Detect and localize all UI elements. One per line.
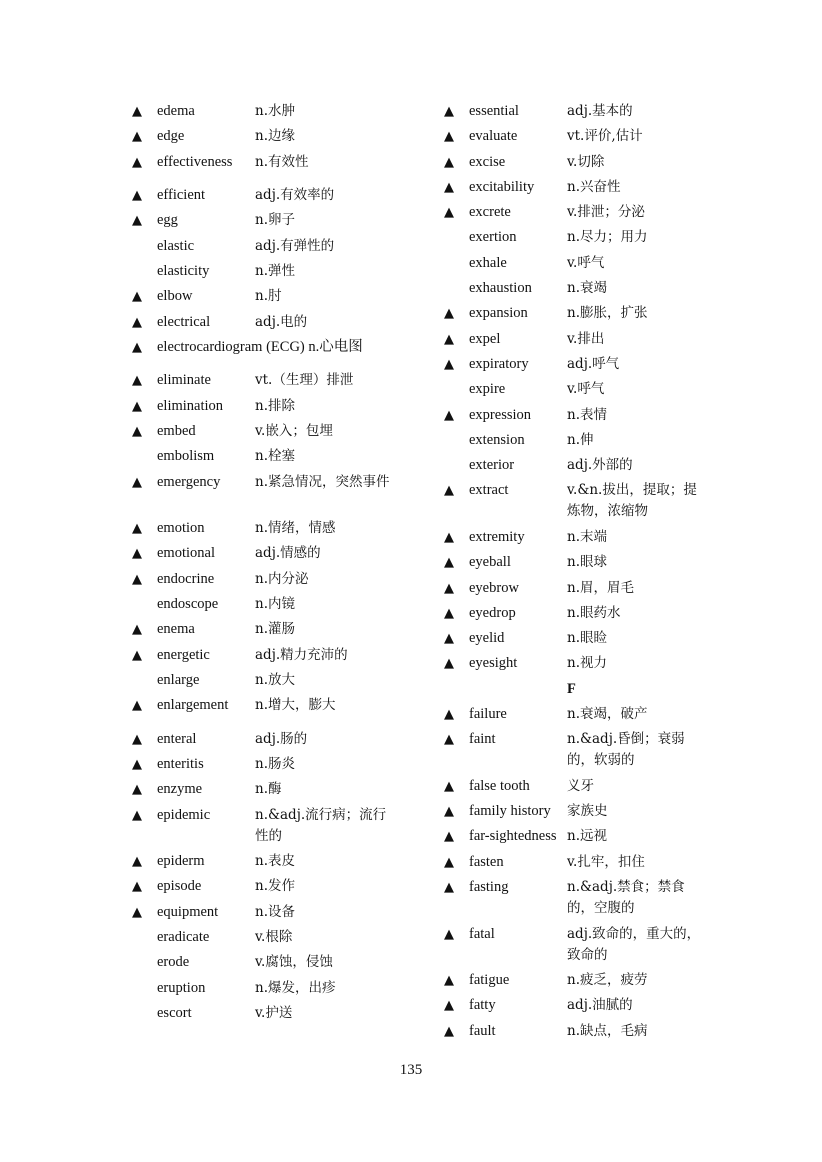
entry-definition: n.伸	[567, 431, 594, 448]
entry-term: egg	[157, 212, 178, 229]
entry-definition: n.肘	[255, 288, 282, 305]
entry-term: excitability	[469, 178, 535, 195]
entry-term: far-sightedness	[469, 828, 557, 845]
glossary-entry	[132, 729, 402, 754]
entry-definition: n.水肿	[255, 103, 295, 119]
entry-term: enzyme	[157, 781, 203, 798]
entry-term: exterior	[469, 457, 515, 474]
entry-term: erode	[157, 954, 190, 971]
entry-definition: n.发作	[255, 878, 295, 895]
entry-term: fatty	[469, 997, 496, 1014]
triangle-bullet-icon: ▲	[132, 423, 142, 439]
entry-definition: n.疲乏，疲劳	[567, 972, 648, 989]
entry-definition: v.嵌入；包埋	[255, 422, 333, 439]
glossary-entry	[132, 978, 402, 1003]
glossary-entry	[444, 303, 714, 328]
entry-definition: adj.肠的	[255, 730, 308, 747]
glossary-entry	[444, 877, 714, 924]
entry-term: essential	[469, 103, 519, 119]
entry-definition: n.卵子	[255, 212, 295, 229]
entry-term: eyedrop	[469, 604, 516, 621]
entry-definition: n.眼药水	[567, 604, 621, 621]
entry-term: elimination	[157, 397, 224, 414]
entry-term: enlarge	[157, 671, 200, 688]
entry-term: electrocardiogram (ECG) n.心电图	[157, 338, 363, 355]
glossary-entry	[444, 430, 714, 455]
glossary-entry	[444, 801, 714, 826]
triangle-bullet-icon: ▲	[132, 129, 142, 145]
entry-definition: vt.评价,估计	[567, 128, 643, 145]
entry-term: efficient	[157, 187, 206, 204]
entry-definition: adj.精力充沛的	[255, 646, 348, 663]
entry-term: enema	[157, 621, 195, 638]
glossary-entry	[444, 776, 714, 801]
entry-definition: n.远视	[567, 828, 607, 845]
entry-definition: adj.情感的	[255, 545, 321, 562]
entry-term: expiratory	[469, 355, 529, 372]
entry-definition: n.兴奋性	[567, 178, 621, 195]
glossary-entry	[132, 518, 402, 543]
glossary-entry	[444, 379, 714, 404]
glossary-entry	[444, 177, 714, 202]
entry-definition: n.爆发，出疹	[255, 979, 336, 996]
entry-term: epidemic	[157, 806, 211, 823]
entry-definition: v.根除	[255, 928, 293, 945]
entry-definition: n.内分泌	[255, 570, 309, 587]
triangle-bullet-icon: ▲	[132, 474, 142, 490]
triangle-bullet-icon: ▲	[132, 782, 142, 798]
glossary-entry	[132, 210, 402, 235]
entry-definition: v.排泄；分泌	[567, 204, 645, 221]
entry-definition: n.眼睑	[567, 630, 607, 647]
triangle-bullet-icon: ▲	[444, 356, 454, 372]
glossary-entry	[444, 970, 714, 995]
entry-definition: n.表情	[567, 406, 607, 423]
left-column	[132, 101, 402, 1028]
entry-term: extension	[469, 431, 525, 448]
triangle-bullet-icon: ▲	[444, 707, 454, 723]
entry-definition: n.肠炎	[255, 755, 295, 772]
triangle-bullet-icon: ▲	[132, 154, 142, 170]
entry-term: emotional	[157, 545, 215, 562]
triangle-bullet-icon: ▲	[132, 521, 142, 537]
entry-term: extremity	[469, 528, 525, 545]
entry-term: expel	[469, 330, 501, 347]
entry-definition: v.切除	[567, 153, 605, 170]
triangle-bullet-icon: ▲	[444, 829, 454, 845]
entry-term: escort	[157, 1004, 192, 1021]
triangle-bullet-icon: ▲	[444, 580, 454, 596]
entry-definition: n.内镜	[255, 595, 295, 612]
entry-definition: n.视力	[567, 655, 607, 672]
entry-term: episode	[157, 878, 202, 895]
entry-definition: 家族史	[567, 803, 608, 820]
glossary-entry	[444, 1021, 714, 1046]
triangle-bullet-icon: ▲	[444, 529, 454, 545]
glossary-entry	[444, 653, 714, 678]
glossary-entry	[444, 628, 714, 653]
entry-definition: n.情绪，情感	[255, 520, 336, 537]
entry-definition: n.&adj.禁食；禁食的，空腹的	[567, 879, 685, 917]
entry-term: endocrine	[157, 570, 215, 587]
entry-term: eyebrow	[469, 579, 519, 596]
entry-term: fatal	[469, 925, 495, 942]
glossary-entry	[132, 1003, 402, 1028]
glossary-entry	[444, 578, 714, 603]
entry-definition: n.增大，膨大	[255, 697, 336, 714]
entry-definition: n.衰竭	[567, 280, 607, 297]
entry-term: enlargement	[157, 697, 229, 714]
entry-definition: v.护送	[255, 1004, 293, 1021]
triangle-bullet-icon: ▲	[132, 398, 142, 414]
triangle-bullet-icon: ▲	[132, 807, 142, 823]
entry-term: exhale	[469, 254, 507, 271]
glossary-entry	[444, 329, 714, 354]
entry-definition: n.设备	[255, 903, 295, 920]
entry-definition: 义牙	[567, 777, 594, 794]
page-number: 135	[399, 1062, 423, 1078]
glossary-entry	[444, 852, 714, 877]
entry-definition: adj.基本的	[567, 103, 633, 119]
glossary-entry	[132, 126, 402, 151]
entry-term: elasticity	[157, 262, 210, 279]
entry-term: enteritis	[157, 755, 204, 772]
entry-definition: n.眉，眉毛	[567, 579, 634, 596]
section-letter-row	[444, 679, 714, 704]
entry-term: equipment	[157, 903, 219, 920]
triangle-bullet-icon: ▲	[444, 129, 454, 145]
triangle-bullet-icon: ▲	[444, 656, 454, 672]
glossary-entry	[132, 779, 402, 804]
entry-term: fatigue	[469, 972, 510, 989]
triangle-bullet-icon: ▲	[444, 179, 454, 195]
glossary-entry	[444, 278, 714, 303]
glossary-entry	[444, 202, 714, 227]
glossary-entry	[132, 101, 402, 126]
entry-definition: adj.外部的	[567, 457, 633, 474]
triangle-bullet-icon: ▲	[132, 756, 142, 772]
entry-definition: adj.油腻的	[567, 997, 633, 1014]
triangle-bullet-icon: ▲	[132, 879, 142, 895]
triangle-bullet-icon: ▲	[132, 339, 142, 355]
entry-term: fasting	[469, 879, 509, 896]
glossary-entry	[444, 924, 714, 971]
triangle-bullet-icon: ▲	[444, 926, 454, 942]
glossary-entry	[132, 446, 402, 471]
entry-term: elbow	[157, 288, 193, 305]
triangle-bullet-icon: ▲	[132, 289, 142, 305]
glossary-entry	[132, 337, 402, 371]
entry-definition: n.紧急情况，突然事件	[255, 473, 390, 490]
entry-definition: n.末端	[567, 528, 607, 545]
glossary-entry	[132, 619, 402, 644]
glossary-entry	[444, 405, 714, 430]
triangle-bullet-icon: ▲	[132, 373, 142, 389]
entry-term: expansion	[469, 305, 528, 322]
entry-term: false tooth	[469, 777, 530, 794]
glossary-entry	[444, 455, 714, 480]
entry-term: eyelid	[469, 630, 505, 647]
entry-definition: adj.致命的，重大的，致命的	[567, 925, 701, 963]
glossary-entry	[444, 552, 714, 577]
entry-definition: v.呼气	[567, 381, 605, 398]
entry-definition: n.尽力；用力	[567, 229, 648, 246]
entry-definition: n.弹性	[255, 262, 295, 279]
glossary-entry	[132, 927, 402, 952]
glossary-entry	[444, 101, 714, 126]
entry-definition: n.边缘	[255, 128, 295, 145]
entry-term: epiderm	[157, 853, 205, 870]
glossary-entry	[444, 995, 714, 1020]
triangle-bullet-icon: ▲	[132, 104, 142, 119]
entry-definition: n.衰竭，破产	[567, 706, 648, 723]
right-column	[444, 101, 714, 1046]
entry-term: faint	[469, 731, 496, 748]
entry-definition: v.扎牢，扣住	[567, 853, 645, 870]
entry-term: fault	[469, 1022, 496, 1039]
entry-definition: n.&adj.昏倒；衰弱的，软弱的	[567, 731, 685, 769]
entry-term: endoscope	[157, 595, 219, 612]
glossary-entry	[132, 472, 402, 519]
entry-term: eyeball	[469, 554, 511, 571]
glossary-entry	[444, 253, 714, 278]
triangle-bullet-icon: ▲	[132, 213, 142, 229]
glossary-entry	[444, 227, 714, 252]
entry-term: embed	[157, 422, 196, 439]
entry-term: eruption	[157, 979, 206, 996]
glossary-entry	[444, 729, 714, 776]
entry-definition: n.灌肠	[255, 621, 295, 638]
triangle-bullet-icon: ▲	[132, 571, 142, 587]
triangle-bullet-icon: ▲	[132, 731, 142, 747]
entry-term: exertion	[469, 229, 517, 246]
entry-term: enteral	[157, 730, 197, 747]
entry-definition: adj.有弹性的	[255, 237, 335, 254]
glossary-entry	[132, 754, 402, 779]
triangle-bullet-icon: ▲	[444, 973, 454, 989]
triangle-bullet-icon: ▲	[132, 188, 142, 204]
triangle-bullet-icon: ▲	[444, 205, 454, 221]
entry-term: family history	[469, 803, 551, 820]
triangle-bullet-icon: ▲	[132, 622, 142, 638]
triangle-bullet-icon: ▲	[444, 555, 454, 571]
triangle-bullet-icon: ▲	[444, 154, 454, 170]
triangle-bullet-icon: ▲	[444, 104, 454, 119]
triangle-bullet-icon: ▲	[444, 483, 454, 499]
glossary-entry	[132, 851, 402, 876]
entry-term: elastic	[157, 237, 195, 254]
glossary-entry	[132, 645, 402, 670]
entry-term: expire	[469, 381, 506, 398]
glossary-entry	[132, 569, 402, 594]
entry-definition: v.腐蚀，侵蚀	[255, 954, 333, 971]
entry-definition: n.表皮	[255, 853, 295, 870]
glossary-entry	[444, 527, 714, 552]
entry-term: exhaustion	[469, 280, 532, 297]
glossary-entry	[132, 543, 402, 568]
glossary-entry	[132, 185, 402, 210]
entry-definition: v.呼气	[567, 254, 605, 271]
entry-term: edge	[157, 128, 185, 145]
triangle-bullet-icon: ▲	[132, 698, 142, 714]
glossary-entry	[132, 152, 402, 186]
triangle-bullet-icon: ▲	[444, 998, 454, 1014]
entry-term: edema	[157, 103, 195, 119]
entry-term: evaluate	[469, 128, 518, 145]
glossary-entry	[132, 236, 402, 261]
glossary-entry	[444, 126, 714, 151]
entry-definition: adj.呼气	[567, 355, 620, 372]
triangle-bullet-icon: ▲	[444, 407, 454, 423]
triangle-bullet-icon: ▲	[444, 1023, 454, 1039]
entry-term: eradicate	[157, 928, 210, 945]
entry-term: emotion	[157, 520, 205, 537]
glossary-entry	[444, 152, 714, 177]
entry-term: excrete	[469, 204, 511, 221]
glossary-entry	[444, 704, 714, 729]
glossary-entry	[132, 396, 402, 421]
entry-definition: n.栓塞	[255, 448, 295, 465]
triangle-bullet-icon: ▲	[444, 306, 454, 322]
triangle-bullet-icon: ▲	[444, 732, 454, 748]
triangle-bullet-icon: ▲	[444, 854, 454, 870]
glossary-entry	[132, 261, 402, 286]
entry-definition: v.&n.拔出，提取；提炼物，浓缩物	[567, 482, 697, 520]
entry-definition: v.排出	[567, 330, 605, 347]
triangle-bullet-icon: ▲	[444, 331, 454, 347]
entry-definition: vt.（生理）排泄	[255, 372, 354, 389]
entry-term: effectiveness	[157, 153, 233, 170]
glossary-entry	[132, 286, 402, 311]
entry-definition: n.膨胀，扩张	[567, 305, 648, 322]
entry-definition: n.缺点，毛病	[567, 1022, 648, 1039]
glossary-entry	[132, 370, 402, 395]
glossary-entry	[132, 312, 402, 337]
glossary-entry	[132, 421, 402, 446]
entry-term: failure	[469, 706, 507, 723]
glossary-entry	[444, 826, 714, 851]
entry-term: emergency	[157, 473, 221, 490]
entry-definition: adj.电的	[255, 313, 308, 330]
glossary-entry	[132, 805, 402, 852]
triangle-bullet-icon: ▲	[132, 647, 142, 663]
entry-definition: n.眼球	[567, 554, 607, 571]
entry-definition: n.放大	[255, 671, 295, 688]
entry-term: embolism	[157, 448, 215, 465]
section-letter: F	[567, 680, 576, 697]
entry-term: fasten	[469, 853, 504, 870]
entry-term: energetic	[157, 646, 210, 663]
entry-definition: n.有效性	[255, 153, 309, 170]
entry-definition: n.&adj.流行病；流行性的	[255, 806, 387, 844]
glossary-entry	[444, 354, 714, 379]
triangle-bullet-icon: ▲	[444, 804, 454, 820]
entry-definition: n.酶	[255, 781, 282, 798]
entry-term: expression	[469, 406, 532, 423]
entry-term: excise	[469, 153, 506, 170]
triangle-bullet-icon: ▲	[132, 314, 142, 330]
glossary-entry	[132, 670, 402, 695]
entry-term: extract	[469, 482, 509, 499]
glossary-entry	[132, 695, 402, 729]
glossary-entry	[444, 480, 714, 527]
triangle-bullet-icon: ▲	[132, 546, 142, 562]
triangle-bullet-icon: ▲	[444, 631, 454, 647]
triangle-bullet-icon: ▲	[444, 605, 454, 621]
entry-term: eyesight	[469, 655, 518, 672]
glossary-entry	[132, 876, 402, 901]
triangle-bullet-icon: ▲	[132, 854, 142, 870]
glossary-entry	[132, 902, 402, 927]
triangle-bullet-icon: ▲	[132, 904, 142, 920]
glossary-entry	[132, 952, 402, 977]
glossary-entry	[444, 603, 714, 628]
triangle-bullet-icon: ▲	[444, 778, 454, 794]
triangle-bullet-icon: ▲	[444, 880, 454, 896]
entry-definition: n.排除	[255, 397, 295, 414]
entry-definition: adj.有效率的	[255, 187, 335, 204]
entry-term: eliminate	[157, 372, 211, 389]
entry-term: electrical	[157, 313, 211, 330]
glossary-entry	[132, 594, 402, 619]
